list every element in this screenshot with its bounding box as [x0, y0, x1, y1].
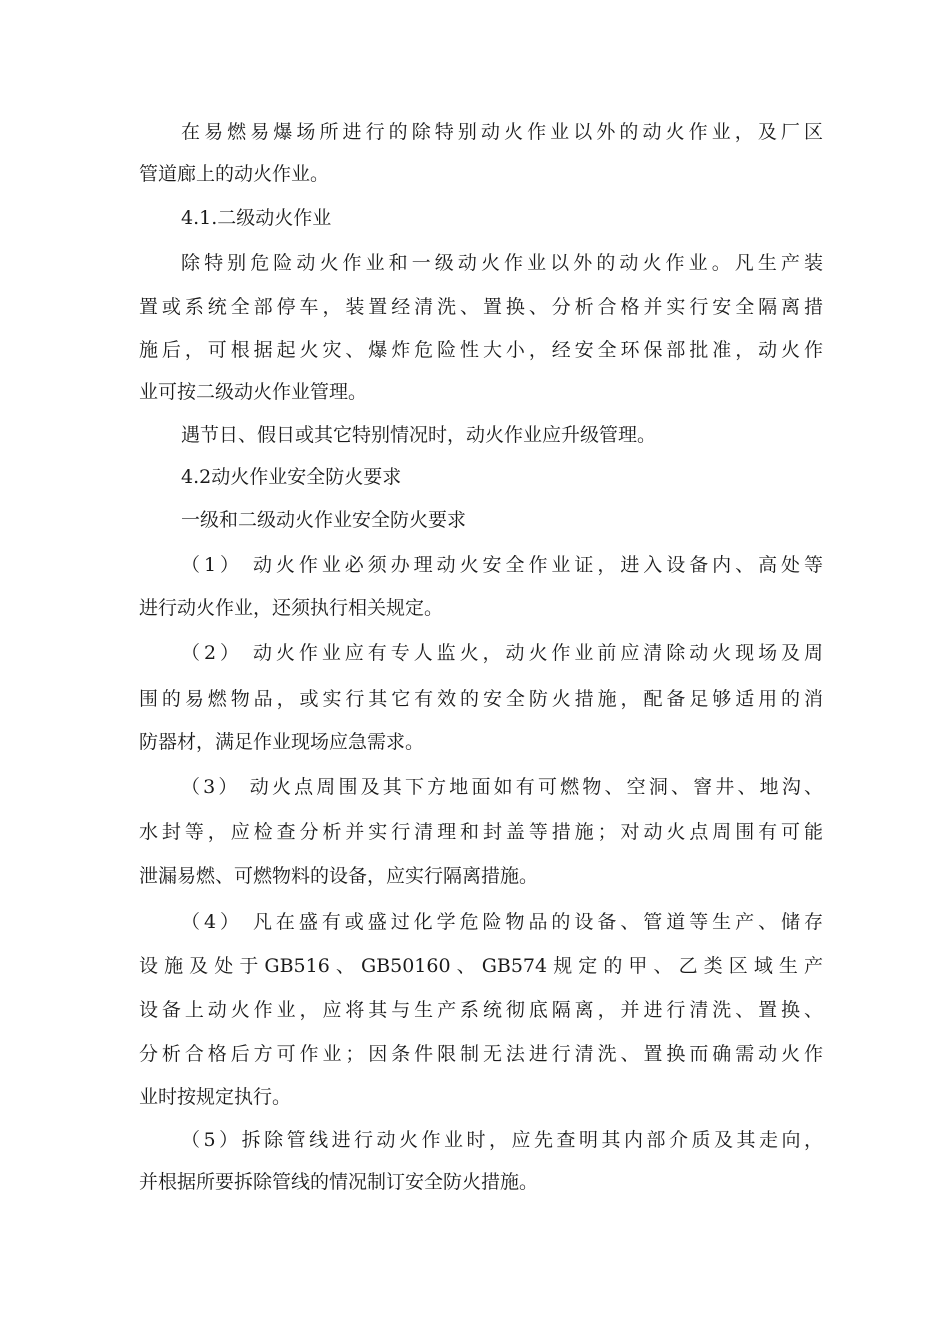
- section-heading: 4.2动火作业安全防火要求: [181, 466, 402, 488]
- list-item-line: 进行动火作业，还须执行相关规定。: [139, 597, 444, 619]
- section-heading: 4.1.二级动火作业: [181, 207, 332, 229]
- list-item-line: 设备上动火作业，应将其与生产系统彻底隔离，并进行清洗、置换、: [139, 999, 823, 1021]
- list-item-line: 分析合格后方可作业；因条件限制无法进行清洗、置换而确需动火作: [139, 1043, 823, 1065]
- paragraph-line: 业可按二级动火作业管理。: [139, 381, 368, 403]
- list-item-line: 业时按规定执行。: [139, 1086, 292, 1108]
- paragraph-line: 施后，可根据起火灾、爆炸危险性大小，经安全环保部批准，动火作: [139, 339, 823, 361]
- paragraph-line: 一级和二级动火作业安全防火要求: [181, 509, 467, 531]
- list-item-line: 泄漏易燃、可燃物料的设备，应实行隔离措施。: [139, 865, 539, 887]
- list-item-line: 围的易燃物品，或实行其它有效的安全防火措施，配备足够适用的消: [139, 688, 823, 710]
- paragraph-line: 管道廊上的动火作业。: [139, 163, 330, 185]
- paragraph-line: 置或系统全部停车，装置经清洗、置换、分析合格并实行安全隔离措: [139, 296, 823, 318]
- paragraph-line: 在易燃易爆场所进行的除特别动火作业以外的动火作业，及厂区: [181, 121, 823, 143]
- list-item-line: （4） 凡在盛有或盛过化学危险物品的设备、管道等生产、储存: [181, 911, 823, 933]
- paragraph-line: 遇节日、假日或其它特别情况时，动火作业应升级管理。: [181, 424, 657, 446]
- list-item-line: （1） 动火作业必须办理动火安全作业证，进入设备内、高处等: [181, 554, 823, 576]
- list-item-line: 设施及处于GB516、GB50160、GB574规定的甲、乙类区域生产: [139, 955, 823, 977]
- list-item-line: （5）拆除管线进行动火作业时，应先查明其内部介质及其走向，: [181, 1129, 823, 1151]
- list-item-line: 并根据所要拆除管线的情况制订安全防火措施。: [139, 1171, 539, 1193]
- list-item-line: 水封等，应检查分析并实行清理和封盖等措施；对动火点周围有可能: [139, 821, 823, 843]
- list-item-line: （3） 动火点周围及其下方地面如有可燃物、空洞、窨井、地沟、: [181, 776, 823, 798]
- paragraph-line: 除特别危险动火作业和一级动火作业以外的动火作业。凡生产装: [181, 252, 823, 274]
- list-item-line: 防器材，满足作业现场应急需求。: [139, 731, 425, 753]
- list-item-line: （2） 动火作业应有专人监火，动火作业前应清除动火现场及周: [181, 642, 823, 664]
